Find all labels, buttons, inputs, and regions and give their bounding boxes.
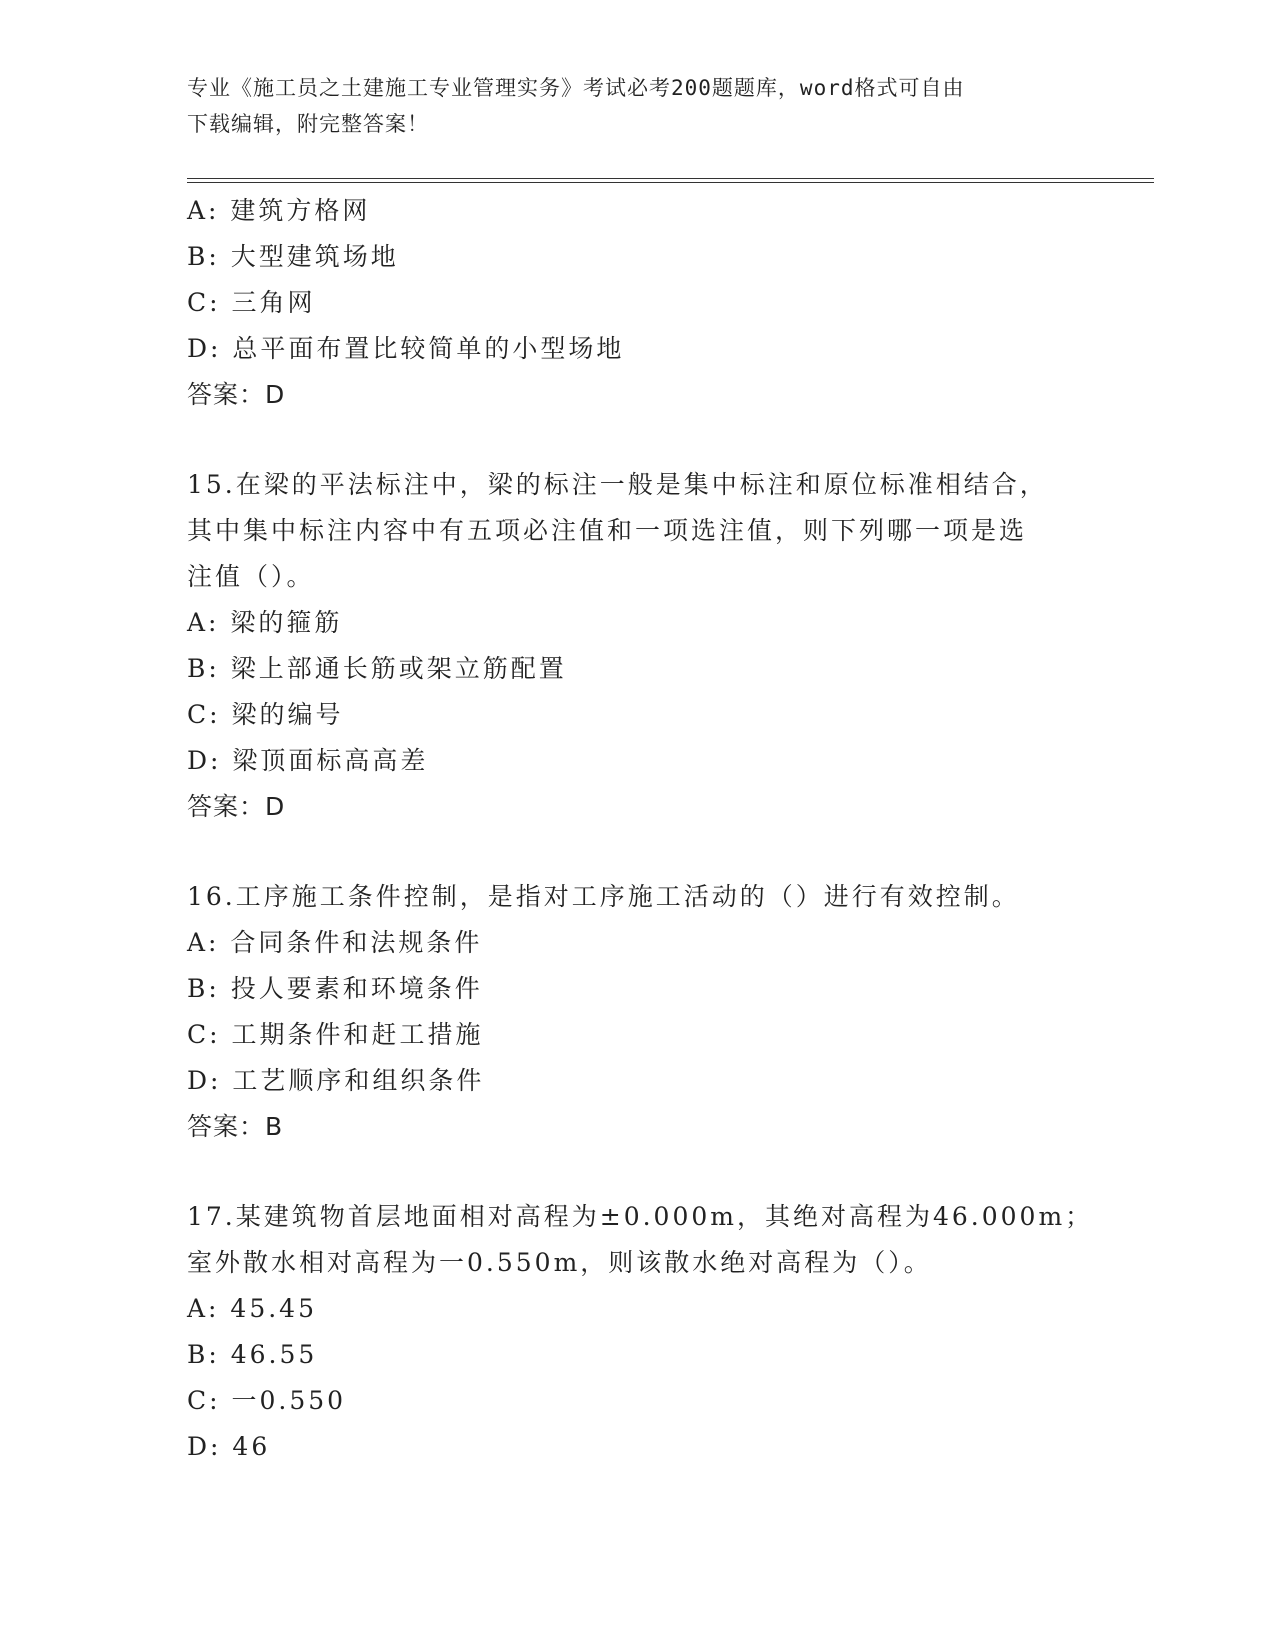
- answer-line: 答案：D: [187, 380, 286, 409]
- answer-line: 答案：B: [187, 1112, 284, 1141]
- option-c: C: 一0.550: [187, 1386, 347, 1415]
- question-block-16: [187, 874, 1087, 1150]
- header-divider-top: [187, 178, 1154, 179]
- option-b: B: 梁上部通长筋或架立筋配置: [187, 654, 567, 683]
- question-stem-line: 16.工序施工条件控制，是指对工序施工活动的（）进行有效控制。: [187, 882, 1020, 911]
- option-b: B: 投人要素和环境条件: [187, 974, 483, 1003]
- question-block-17: [187, 1194, 1094, 1470]
- question-stem-line: 注值（）。: [187, 562, 315, 591]
- question-spacer: [187, 418, 1087, 462]
- option-d: D: 总平面布置比较简单的小型场地: [187, 334, 625, 363]
- header-line-2: 下载编辑，附完整答案！: [187, 112, 429, 136]
- question-spacer: [187, 830, 1087, 874]
- option-b: B: 大型建筑场地: [187, 242, 399, 271]
- option-a: A: 45.45: [187, 1294, 317, 1323]
- question-stem-line: 室外散水相对高程为一0.550m，则该散水绝对高程为（）。: [187, 1248, 932, 1277]
- header-line-1: 专业《施工员之土建施工专业管理实务》考试必考200题题库，word格式可自由: [187, 76, 965, 100]
- question-block-15: [187, 462, 1087, 830]
- question-stem-line: 17.某建筑物首层地面相对高程为±0.000m，其绝对高程为46.000m；: [187, 1202, 1094, 1231]
- option-c: C: 三角网: [187, 288, 316, 317]
- option-a: A: 合同条件和法规条件: [187, 928, 483, 957]
- option-a: A: 建筑方格网: [187, 196, 371, 225]
- option-b: B: 46.55: [187, 1340, 318, 1369]
- question-spacer: [187, 1150, 1087, 1194]
- question-stem-line: 其中集中标注内容中有五项必注值和一项选注值，则下列哪一项是选: [187, 516, 1028, 545]
- question-stem-line: 15.在梁的平法标注中，梁的标注一般是集中标注和原位标准相结合，: [187, 470, 1048, 499]
- option-d: D: 工艺顺序和组织条件: [187, 1066, 485, 1095]
- question-block-14: [187, 188, 1087, 418]
- option-c: C: 工期条件和赶工措施: [187, 1020, 484, 1049]
- header-divider-bottom: [187, 182, 1154, 183]
- option-a: A: 梁的箍筋: [187, 608, 343, 637]
- answer-line: 答案：D: [187, 792, 286, 821]
- document-header: [187, 70, 1087, 142]
- option-c: C: 梁的编号: [187, 700, 344, 729]
- option-d: D: 梁顶面标高高差: [187, 746, 429, 775]
- question-list: [187, 188, 1094, 1470]
- option-d: D: 46: [187, 1432, 271, 1461]
